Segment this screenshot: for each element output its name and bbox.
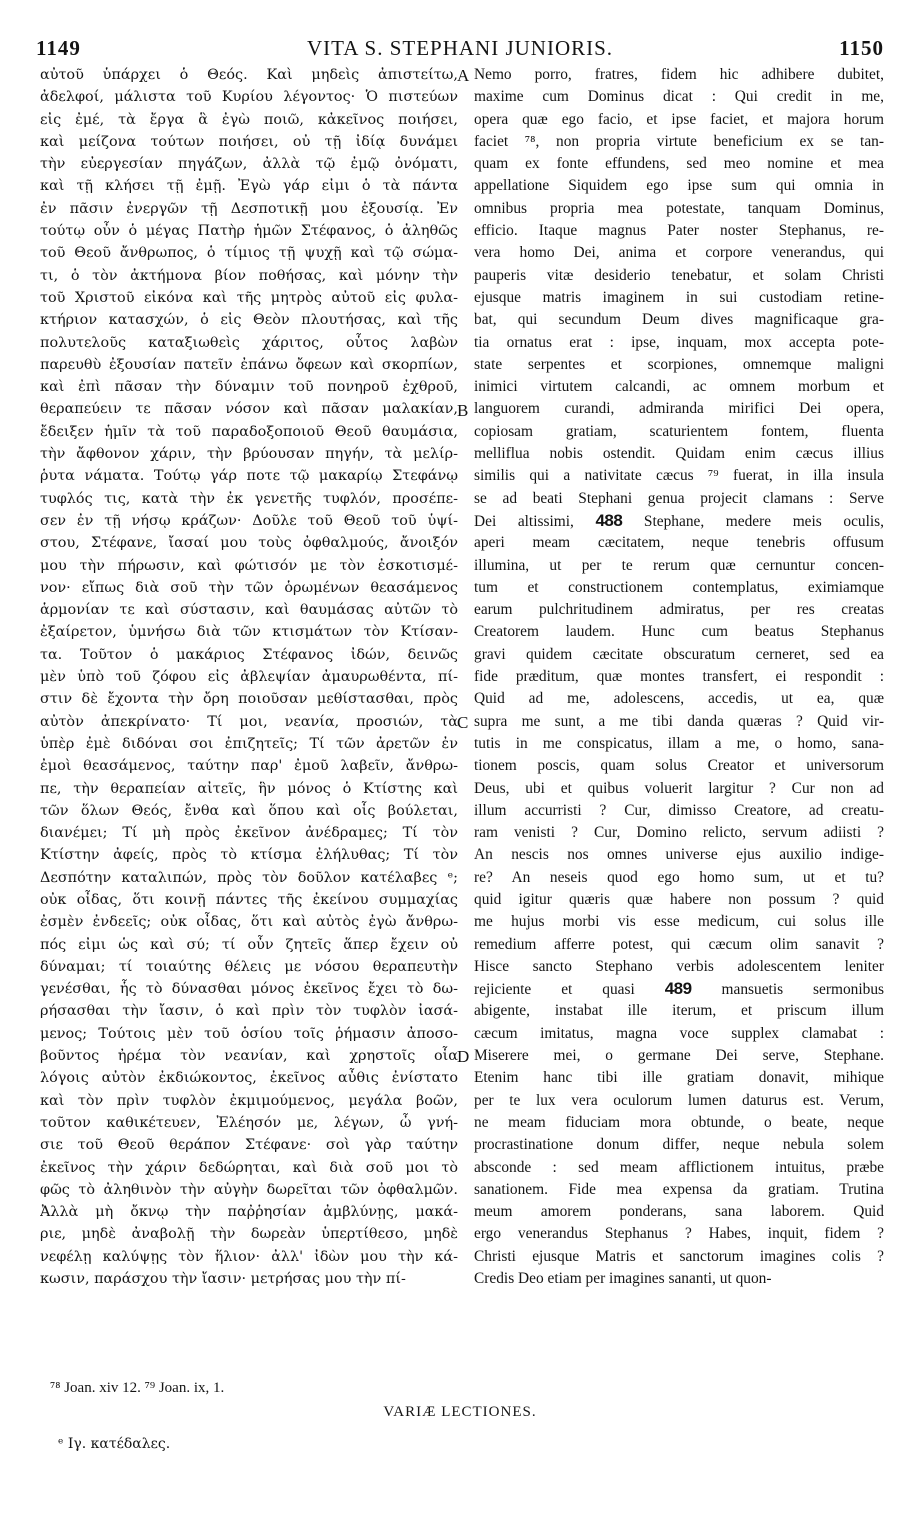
text-line: τούτῳ οὖν ὁ μέγας Πατὴρ ἡμῶν Στέφανος, ὁ ἀληθῶς	[40, 223, 458, 240]
text-line: fide præditum, quæ montes transfert, ei respondit :	[474, 668, 884, 686]
text-line: σεν ἐν τῇ νήσῳ κράζων· Δοῦλε τοῦ Θεοῦ τοῦ ὑψί-	[40, 512, 458, 529]
text-line: πολυτελοῦς καταξιωθεὶς χάριτος, οὗτος λαβὼν	[40, 334, 458, 351]
text-line: ριε, μηδὲ ἀναβολῇ τὴν δωρεὰν ὑπερτίθεσο, μηδὲ	[40, 1226, 458, 1243]
text-line: Δεσπότην καταλιπών, πρὸς τὸν δοῦλον κατέλαβες ᵉ;	[40, 869, 458, 886]
text-line: languorem curandi, admiranda mirifici Dei opera,	[474, 400, 884, 418]
text-line: στου, Στέφανε, ἴασαί μου τοὺς ὀφθαλμούς, ἄνοιξόν	[40, 535, 458, 552]
text-line: ἁρμονίαν τε καὶ σύστασιν, καὶ θαυμάσας αὐτῶν τὸ	[40, 602, 458, 619]
text-line: Κτίστην ἀφείς, πρὸς τὸ κτίσμα ἐλήλυθας; Τί τὸν	[40, 847, 458, 864]
text-line: pauperis vitæ desiderio tenebatur, et solam Christi	[474, 266, 884, 284]
text-line: τὴν εὐεργεσίαν πηγάζων, ἀλλὰ τῷ ἐμῷ ὀνόματι,	[40, 156, 458, 173]
text-line: τοῦτον καθικέτευεν, Ἐλέησόν με, λέγων, ὦ γνή-	[40, 1114, 458, 1131]
page-reference-number: 489	[664, 979, 692, 999]
footnotes: ⁷⁸ Joan. xiv 12. ⁷⁹ Joan. ix, 1.	[50, 1380, 225, 1396]
greek-text-column	[40, 64, 458, 1290]
text-line: σιε τοῦ Θεοῦ θεράπον Στέφανε· σοὶ γὰρ ταύτην	[40, 1137, 458, 1154]
text-line: κωσιν, παράσχου τὴν ἴασιν· μετρήσας μου τὴν πί-	[40, 1271, 406, 1288]
text-line: παρευθὺ ἐξουσίαν πατεῖν ἐπάνω ὄφεων καὶ σκορπίων,	[40, 356, 458, 373]
text-line: cæcum imitatus, magna voce supplex clamabat :	[474, 1024, 884, 1042]
latin-text-column	[474, 64, 884, 1290]
text-line: ἔδειξεν ἡμῖν τὰ τοῦ παραδοξοποιοῦ Θεοῦ θαυμάσια,	[40, 423, 458, 440]
text-line: αὐτοῦ ὑπάρχει ὁ Θεός. Καὶ μηδεὶς ἀπιστείτω,	[40, 67, 458, 83]
text-line: μὲν ὑπὸ τοῦ ζόφου εἰς ἀβλεψίαν ἀμαυρωθέντα, πί-	[40, 669, 458, 686]
text-line: μενος; Τούτοις μὲν τοῦ ὁσίου τοῖς ῥήμασιν ἀποσο-	[40, 1025, 458, 1042]
text-line: οὐκ οἶδας, ὅτι κοινῇ πάντες τῆς ἐκείνου συμμαχίας	[40, 891, 458, 908]
text-line: τι, ὁ τὸν ἀκτήμονα βίον ποθήσας, καὶ μόνην τὴν	[40, 267, 458, 284]
text-line: πε, τὴν θεραπείαν αἰτεῖς, ἣν μόνος ὁ Κτίστης καὶ	[40, 780, 458, 797]
text-line: ἐμοὶ θεασάμενος, ταύτην παρ' ἐμοῦ λαβεῖν, ἄνθρω-	[40, 758, 458, 775]
page-number-right: 1150	[839, 36, 884, 60]
running-title: VITA S. STEPHANI JUNIORIS.	[306, 36, 614, 60]
text-line: rejiciente et quasi 489 mansuetis sermonibus	[474, 979, 884, 999]
variae-lectiones-note: ᵉ Ιγ. κατέδαλες.	[58, 1436, 171, 1452]
text-line: Miserere mei, o germane Dei serve, Stephane.	[474, 1047, 884, 1065]
text-line: Hisce sancto Stephano verbis adolescentem leniter	[474, 957, 884, 975]
variae-lectiones-heading: VARIÆ LECTIONES.	[383, 1404, 537, 1420]
text-line: Quid ad me, adolescens, accedis, ut ea, quæ	[474, 690, 884, 708]
section-marker-b: B	[457, 400, 469, 420]
text-line: ἐν πᾶσιν ἐνεργῶν τῇ Δεσποτικῇ μου ἐξουσίᾳ. Ἐν	[40, 200, 458, 217]
text-line: tum et constructionem contemplatus, eximiamque	[474, 578, 884, 596]
text-line: quid igitur quæris quæ habere non possum ? quid	[474, 890, 884, 908]
text-line: ἐκεῖνος τὴν χάριν δεδώρηται, καὶ διὰ σοῦ μοι τὸ	[40, 1159, 458, 1176]
text-line: illumina, ut per te rerum quæ cernuntur concen-	[474, 556, 884, 574]
section-marker-c: C	[457, 712, 469, 732]
text-line: procrastinatione donum differ, neque nebula solem	[474, 1136, 884, 1154]
text-line: Creatorem laudem. Hunc cum beatus Stephanus	[474, 623, 884, 641]
page-header	[36, 36, 884, 64]
text-line: faciet ⁷⁸, non propria virtute beneficium ex se tan-	[474, 132, 884, 150]
text-line: στιν δὲ ἔχοντα τὴν ὄρη ποιοῦσαν μεθίστασθαι, πρὸς	[40, 691, 458, 708]
text-line: melliflua nobis ostendit. Quidam enim cæcus illius	[474, 445, 884, 463]
text-line: δύναμαι; τί τοιαύτης θέλεις με νόσου θεραπευτὴν	[40, 958, 458, 975]
section-marker-d: D	[457, 1047, 470, 1067]
text-line: λόγοις αὐτὸν ἐκδιώκοντος, ἐκεῖνος αὖθις ἐνίστατο	[40, 1070, 458, 1087]
text-line: ἐσμὲν ἐνδεεῖς; οὐκ οἶδας, ὅτι καὶ αὐτὸς ἐγὼ ἄνθρω-	[40, 914, 458, 931]
text-line: ρήσασθαι τὴν ἴασιν, ὁ καὶ πρὶν τὸν τυφλὸν ἰασά-	[40, 1003, 458, 1020]
text-line: omnibus propria mea potestate, tanquam Dominus,	[474, 199, 884, 217]
text-line: ἀδελφοί, μάλιστα τοῦ Κυρίου λέγοντος· Ὁ πιστεύων	[40, 89, 458, 106]
text-line: me hujus morbi vis esse medicum, cui solus ille	[474, 913, 884, 931]
text-line: ῥυτα νάματα. Τούτῳ γάρ ποτε τῷ μακαρίῳ Στεφάνῳ	[40, 468, 458, 485]
text-line: θεραπεύειν τε πᾶσαν νόσον καὶ πᾶσαν μαλακίαν,	[40, 401, 458, 418]
text-line: τυφλός τις, κατὰ τὴν ἐκ γενετῆς τυφλόν, προσέπε-	[40, 490, 458, 507]
text-line: εἰς ἐμέ, τὰ ἔργα ἃ ἐγὼ ποιῶ, κἀκεῖνος ποιήσει,	[40, 111, 458, 128]
text-line: Nemo porro, fratres, fidem hic adhibere dubitet,	[474, 66, 884, 83]
text-line: maxime cum Dominus dicat : Qui credit in me,	[474, 88, 884, 106]
text-line: ejusque matris imaginem in sui custodiam retine-	[474, 288, 884, 306]
text-line: Deus, ubi et quibus voluerit largitur ? Cur non ad	[474, 779, 884, 797]
text-line: efficio. Itaque magnus Pater noster Stephanus, re-	[474, 222, 884, 240]
text-line: gravi quidem cæcitate obscuratum cerneret, sed ea	[474, 645, 884, 663]
text-line: tia ornatus erat : ipse, inquam, mox accepta pote-	[474, 333, 884, 351]
text-line: τὴν ἄφθονον χάριν, τὴν βρύουσαν πηγήν, τὰ μελίρ-	[40, 446, 458, 463]
text-line: quam ex fonte effundens, sed meo nomine et mea	[474, 155, 884, 173]
text-line: An nescis nos omnes universe ejus auxilio indige-	[474, 846, 884, 864]
page-number-left: 1149	[36, 36, 81, 60]
text-line: opera quæ ego facio, et ipse faciet, et majora horum	[474, 110, 884, 128]
text-line: αὐτὸν ἀπεκρίνατο· Τί μοι, νεανία, προσιών, τὰ	[40, 713, 458, 730]
text-line: absconde : sed meam afflictionem intuitus, præbe	[474, 1158, 884, 1176]
text-line: γενέσθαι, ἧς τὸ δύνασθαι μόνος ἐκεῖνος ἔχει τὸ δω-	[40, 981, 458, 998]
text-line: Christi ejusque Matris et sanctorum imagines colis ?	[474, 1247, 884, 1265]
text-line: Credis Deo etiam per imagines sananti, ut quon-	[474, 1270, 772, 1288]
text-line: ἐξαίρετον, ὑμνήσω διὰ τῶν κτισμάτων τὸν Κτίσαν-	[40, 624, 458, 641]
text-line: μου τὴν πήρωσιν, καὶ φώτισόν με τὸν ἐσκοτισμέ-	[40, 557, 458, 574]
text-line: illum accurristi ? Cur, dimisso Creatore, ad creatu-	[474, 801, 884, 819]
text-line: copiosam gratiam, scaturientem fontem, fluenta	[474, 422, 884, 440]
text-line: ὑπὲρ ἐμὲ διδόναι σοι ἐπιζητεῖς; Τί τῶν ἀρετῶν ἐν	[40, 735, 458, 752]
text-line: κτήριον κατασχών, ὁ εἰς Θεὸν πλουτήσας, καὶ τῆς	[40, 312, 458, 329]
text-line: remedium afferre potest, qui cæcum olim sanavit ?	[474, 935, 884, 953]
text-line: ne meam fiduciam mora obtunde, o beate, neque	[474, 1113, 884, 1131]
text-line: πός εἰμι ὡς καὶ σύ; τί οὖν ζητεῖς ἅπερ ἔχειν οὐ	[40, 936, 458, 953]
text-line: sanationem. Fide mea expensa da gratiam. Trutina	[474, 1180, 884, 1198]
text-line: meum amorem ponderans, sana laborem. Quid	[474, 1203, 884, 1221]
text-line: βοῦντος ἠρέμα τὸν νεανίαν, καὶ χρηστοῖς οἷα	[40, 1048, 458, 1065]
text-line: se ad beati Stephani genua projecit clamans : Serve	[474, 489, 884, 507]
text-line: τοῦ Θεοῦ ἄνθρωπος, ὁ τίμιος τῇ ψυχῇ καὶ τῷ σώμα-	[40, 245, 458, 262]
text-line: earum pulchritudinem admiratus, per res creatas	[474, 601, 884, 619]
text-line: state serpentes et scorpiones, omnemque maligni	[474, 355, 884, 373]
text-line: similis qui a nativitate cæcus ⁷⁹ fuerat, in illa insula	[474, 467, 884, 485]
text-line: aperi meam cæcitatem, neque tenebris offusum	[474, 534, 884, 552]
text-line: re? An neseis quod ego homo sum, ut et tu?	[474, 868, 884, 886]
text-line: tionem poscis, quam solus Creator et universorum	[474, 757, 884, 775]
text-line: abigente, instabat ille iterum, et priscum illum	[474, 1002, 884, 1020]
text-line: καὶ τὸν πρὶν τυφλὸν ἐκμιμούμενος, μεγάλα βοῶν,	[40, 1092, 458, 1109]
text-line: Dei altissimi, 488 Stephane, medere meis oculis,	[474, 510, 884, 530]
text-line: bat, qui secundum Deum dives magnificaque gra-	[474, 311, 884, 329]
text-line: διανέμει; Τί μὴ πρὸς ἐκεῖνον ἀνέδραμες; Τί τὸν	[40, 825, 458, 842]
section-marker-a: A	[457, 66, 470, 85]
text-line: ram venisti ? Cur, Domino relicto, servum adiisti ?	[474, 824, 884, 842]
text-line: supra me sunt, a me tibi danda quæras ? Quid vir-	[474, 712, 884, 730]
text-line: ergo venerandus Stephanus ? Habes, inquit, fidem ?	[474, 1225, 884, 1243]
text-line: καὶ ἐπὶ πᾶσαν τὴν δύναμιν τοῦ πονηροῦ ἐχθροῦ,	[40, 379, 458, 396]
text-line: Ἀλλὰ μὴ ὄκνῳ τὴν παῤῥησίαν ἀμβλύνῃς, μακά-	[40, 1204, 458, 1221]
text-line: per te lux vera oculorum lumen daturus est. Verum,	[474, 1091, 884, 1109]
text-line: τα. Τοῦτον ὁ μακάριος Στέφανος ἰδών, δεινῶς	[40, 646, 458, 663]
text-line: vera homo Dei, anima et corpore venerandus, qui	[474, 244, 884, 262]
text-line: τοῦ Χριστοῦ εἰκόνα καὶ τῆς μητρὸς αὐτοῦ εἰς φυλα-	[40, 289, 458, 306]
text-line: νεφέλῃ καλύψῃς τὸν ἥλιον· ἀλλ' ἰδὼν μου τὴν κά-	[40, 1248, 458, 1265]
text-line: καὶ μείζονα τούτων ποιήσει, οὐ τῇ ἰδίᾳ δυνάμει	[40, 133, 458, 150]
text-line: φῶς τὸ ἀληθινὸν τὴν αὐγὴν δωρεῖται τῶν ὀφθαλμῶν.	[40, 1181, 458, 1198]
page-reference-number: 488	[595, 510, 623, 530]
text-line: Etenim hanc tibi ille gratiam donavit, mihique	[474, 1069, 884, 1087]
text-line: νον· εἴπως διὰ σοῦ τὴν τῶν ὁρωμένων θεασάμενος	[40, 579, 458, 596]
text-line: inimici virtutem calcandi, ac omnem morbum et	[474, 378, 884, 396]
text-line: tutis in me conspicatus, illam a me, o homo, sana-	[474, 734, 884, 752]
text-line: τῶν ὅλων Θεός, ἔνθα καὶ ὅπου καὶ οἷς βούλεται,	[40, 802, 458, 819]
text-line: appellatione Siquidem ego ipse sum qui omnia in	[474, 177, 884, 195]
text-line: καὶ τῇ κλήσει τῇ ἐμῇ. Ἐγὼ γάρ εἰμι ὁ τὰ πάντα	[40, 178, 458, 195]
